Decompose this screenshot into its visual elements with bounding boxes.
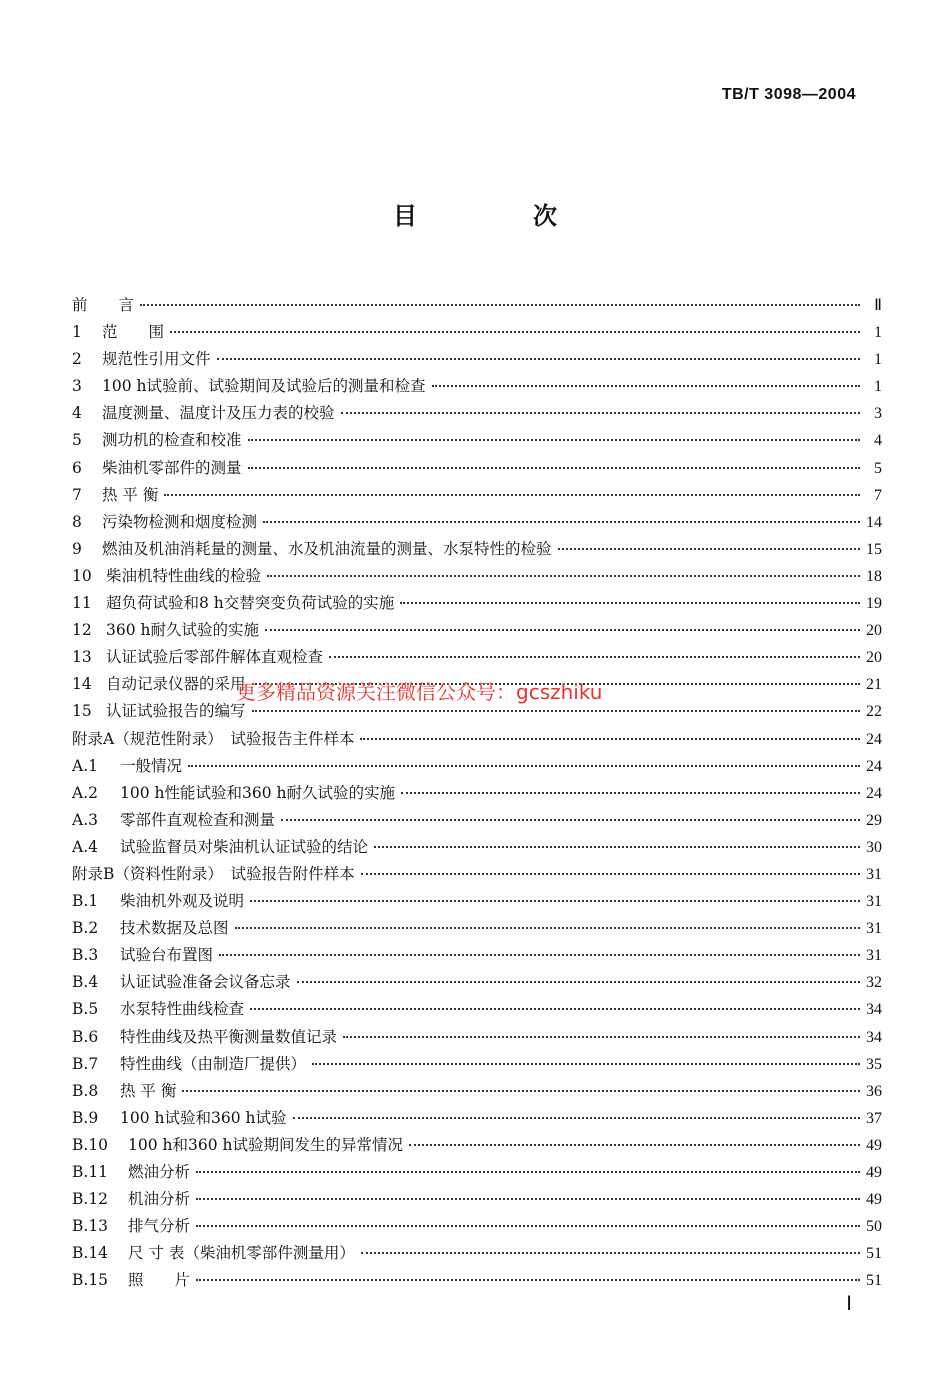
toc-entry[interactable] [72, 292, 882, 319]
toc-entry-page: 3 [874, 405, 882, 423]
toc-dot-leader [182, 1089, 860, 1092]
toc-dot-leader [400, 601, 860, 604]
toc-entry[interactable] [72, 1267, 882, 1294]
toc-entry-page: 24 [866, 757, 882, 775]
toc-entry-page: 14 [866, 513, 882, 531]
toc-dot-leader [265, 628, 860, 631]
toc-entry-number: B.3 [72, 946, 99, 965]
toc-entry[interactable] [72, 1159, 882, 1186]
toc-entry-page: 15 [866, 540, 882, 558]
toc-entry-number: B.15 [72, 1271, 109, 1290]
toc-entry-page: 1 [874, 351, 882, 369]
toc-entry-label: 热 平 衡 [120, 1081, 177, 1100]
toc-entry-page: 51 [866, 1245, 882, 1263]
toc-entry[interactable] [72, 482, 882, 509]
toc-entry-number: A.1 [72, 756, 98, 775]
toc-entry[interactable] [72, 753, 882, 780]
toc-entry-page: 5 [874, 459, 882, 477]
toc-dot-leader [217, 357, 860, 360]
toc-entry-number: B.12 [72, 1190, 109, 1209]
toc-entry-label: 水泵特性曲线检查 [120, 1000, 245, 1019]
toc-entry-page: 49 [866, 1164, 882, 1181]
toc-entry-label: 范 围 [102, 323, 165, 342]
toc-entry[interactable] [72, 780, 882, 807]
toc-dot-leader [361, 872, 860, 875]
toc-entry[interactable] [72, 1132, 882, 1159]
toc-entry-page: 49 [866, 1191, 882, 1209]
toc-entry-number: B.4 [72, 973, 99, 992]
toc-entry[interactable] [72, 915, 882, 942]
toc-entry-page: 32 [866, 974, 882, 992]
toc-entry-page: 35 [866, 1055, 882, 1073]
toc-entry[interactable] [72, 509, 882, 536]
toc-dot-leader [401, 791, 860, 794]
toc-entry-number: 2 [72, 350, 82, 369]
toc-entry-number: 9 [72, 539, 82, 558]
toc-entry-page: 37 [866, 1109, 882, 1127]
toc-entry-page: 49 [866, 1136, 882, 1154]
toc-dot-leader [267, 574, 860, 577]
toc-entry-page: 21 [866, 676, 882, 694]
toc-entry-number: 1 [72, 323, 82, 342]
toc-entry-number: B.2 [72, 919, 99, 938]
toc-dot-leader [329, 655, 860, 658]
toc-entry-number: A.4 [72, 837, 98, 856]
toc-entry[interactable] [72, 400, 882, 427]
toc-entry-number: B.10 [72, 1135, 109, 1154]
toc-dot-leader [263, 520, 860, 523]
toc-entry-number: B.11 [72, 1163, 109, 1181]
toc-entry-label: 柴油机外观及说明 [120, 892, 245, 911]
toc-entry-number: 8 [72, 512, 82, 531]
toc-entry-label: 认证试验准备会议备忘录 [120, 973, 291, 992]
toc-entry-page: 31 [866, 893, 882, 911]
toc-entry-label: 100 h试验和360 h试验 [120, 1108, 287, 1127]
toc-entry-label: 认证试验后零部件解体直观检查 [106, 648, 324, 667]
toc-dot-leader [361, 1251, 860, 1254]
toc-entry[interactable] [72, 807, 882, 834]
watermark-text: 更多精品资源关注微信公众号：gcszhiku [236, 680, 603, 704]
toc-entry-number: B.9 [72, 1108, 99, 1127]
toc-dot-leader [170, 330, 860, 333]
toc-entry-page: 20 [866, 622, 882, 640]
toc-entry-page: 20 [866, 649, 882, 667]
toc-entry[interactable] [72, 563, 882, 590]
toc-entry-page: 30 [866, 838, 882, 856]
toc-entry-label: 特性曲线（由制造厂提供） [120, 1054, 307, 1073]
toc-dot-leader [343, 1035, 860, 1038]
toc-dot-leader [140, 303, 860, 306]
toc-entry[interactable] [72, 969, 882, 996]
toc-dot-leader [235, 926, 860, 929]
toc-entry-number: 14 [72, 675, 92, 694]
toc-entry-label: 零部件直观检查和测量 [120, 810, 276, 829]
toc-entry-number: B.13 [72, 1217, 109, 1236]
toc-entry[interactable] [72, 1105, 882, 1132]
toc-entry-page: 51 [866, 1272, 882, 1290]
toc-entry-label: 照 片 [128, 1271, 191, 1290]
toc-entry[interactable] [72, 1240, 882, 1267]
toc-entry-page: 19 [866, 595, 882, 613]
toc-entry-number: B.7 [72, 1054, 99, 1073]
toc-entry-number: 4 [72, 404, 82, 423]
toc-entry-page: 34 [866, 1028, 882, 1046]
toc-entry-label: 柴油机零部件的测量 [102, 458, 242, 477]
toc-entry-page: 34 [866, 1001, 882, 1019]
toc-entry-label: 污染物检测和烟度检测 [102, 512, 258, 531]
toc-entry-number: A.2 [72, 783, 98, 802]
toc-entry-label: 规范性引用文件 [102, 350, 211, 369]
toc-entry[interactable] [72, 617, 882, 644]
toc-dot-leader [250, 899, 860, 902]
toc-entry[interactable] [72, 590, 882, 617]
toc-entry-number: 12 [72, 621, 92, 640]
toc-entry[interactable] [72, 1051, 882, 1078]
toc-entry-page: 31 [866, 865, 882, 883]
toc-entry-number: B.5 [72, 1000, 99, 1019]
table-of-contents [72, 292, 882, 1294]
toc-entry-number: 10 [72, 566, 92, 585]
toc-entry-number: 5 [72, 431, 82, 450]
toc-entry-number: 11 [72, 594, 92, 613]
toc-dot-leader [188, 764, 860, 767]
page-title: 目 次 [393, 202, 603, 230]
toc-entry-label: 100 h和360 h试验期间发生的异常情况 [128, 1135, 403, 1154]
toc-entry[interactable] [72, 319, 882, 346]
toc-entry-label: 试验台布置图 [120, 946, 214, 965]
toc-entry[interactable] [72, 888, 882, 915]
toc-entry-page: 18 [866, 567, 882, 585]
toc-entry-label: 100 h性能试验和360 h耐久试验的实施 [120, 783, 395, 802]
toc-entry-page: 31 [866, 920, 882, 938]
toc-entry[interactable] [72, 996, 882, 1023]
standard-code: TB/T 3098—2004 [721, 86, 856, 103]
toc-entry[interactable] [72, 1078, 882, 1105]
toc-entry-label: 自动记录仪器的采用 [106, 675, 246, 694]
toc-entry[interactable] [72, 726, 882, 753]
toc-dot-leader [312, 1062, 860, 1065]
toc-dot-leader [196, 1170, 860, 1173]
toc-entry-label: 附录B（资料性附录） 试验报告附件样本 [72, 864, 355, 883]
toc-entry-page: 1 [874, 324, 882, 342]
toc-entry-page: 36 [866, 1082, 882, 1100]
toc-entry-page: 29 [866, 811, 882, 829]
toc-entry[interactable] [72, 427, 882, 454]
toc-dot-leader [409, 1143, 860, 1146]
toc-dot-leader [281, 818, 860, 821]
toc-entry-label: 特性曲线及热平衡测量数值记录 [120, 1027, 338, 1046]
toc-entry[interactable] [72, 1186, 882, 1213]
toc-entry-page: 31 [866, 947, 882, 965]
toc-entry-page: 22 [866, 703, 882, 721]
toc-entry-label: 360 h耐久试验的实施 [106, 621, 259, 640]
toc-entry-label: 温度测量、温度计及压力表的校验 [102, 404, 335, 423]
toc-entry[interactable] [72, 1213, 882, 1240]
toc-dot-leader [250, 1007, 860, 1010]
page-number: Ⅰ [846, 1293, 852, 1315]
toc-entry-label: 排气分析 [128, 1217, 191, 1236]
toc-dot-leader [252, 709, 860, 712]
toc-entry-page: 24 [866, 730, 882, 748]
toc-dot-leader [297, 980, 860, 983]
toc-entry[interactable] [72, 373, 882, 400]
toc-entry-label: 柴油机特性曲线的检验 [106, 566, 262, 585]
toc-entry-label: 超负荷试验和8 h交替突变负荷试验的实施 [106, 594, 395, 613]
toc-dot-leader [219, 953, 860, 956]
toc-entry-label: 燃油分析 [128, 1163, 191, 1181]
toc-entry[interactable] [72, 861, 882, 888]
toc-entry[interactable] [72, 455, 882, 482]
toc-dot-leader [374, 845, 860, 848]
toc-dot-leader [196, 1197, 860, 1200]
toc-entry-number: A.3 [72, 810, 98, 829]
toc-entry-page: 24 [866, 784, 882, 802]
toc-entry-label: 机油分析 [128, 1190, 191, 1209]
toc-entry-label: 100 h试验前、试验期间及试验后的测量和检查 [102, 377, 426, 396]
toc-entry-number: B.8 [72, 1081, 99, 1100]
toc-entry-label: 技术数据及总图 [120, 919, 229, 938]
toc-entry-label: 前 言 [72, 296, 135, 314]
toc-entry[interactable] [72, 536, 882, 563]
toc-entry-label: 认证试验报告的编写 [106, 702, 246, 721]
toc-entry-number: 6 [72, 458, 82, 477]
toc-entry-page: Ⅱ [874, 297, 882, 314]
toc-dot-leader [432, 384, 861, 387]
toc-entry-page: 7 [874, 486, 882, 504]
toc-entry-label: 试验监督员对柴油机认证试验的结论 [120, 837, 369, 856]
toc-entry[interactable] [72, 346, 882, 373]
toc-entry-number: 3 [72, 377, 82, 396]
toc-entry-label: 热 平 衡 [102, 485, 159, 504]
toc-dot-leader [248, 438, 860, 441]
toc-entry[interactable] [72, 1024, 882, 1051]
toc-dot-leader [360, 737, 860, 740]
toc-entry[interactable] [72, 834, 882, 861]
toc-entry-label: 一般情况 [120, 756, 183, 775]
toc-entry-label: 附录A（规范性附录） 试验报告主件样本 [72, 729, 355, 748]
toc-entry-number: B.14 [72, 1244, 109, 1263]
toc-entry-number: 7 [72, 485, 82, 504]
toc-entry-number: B.1 [72, 892, 99, 911]
toc-dot-leader [341, 411, 860, 414]
toc-dot-leader [164, 493, 860, 496]
toc-dot-leader [293, 1116, 861, 1119]
toc-dot-leader [248, 466, 860, 469]
toc-dot-leader [558, 547, 860, 550]
toc-entry-page: 4 [874, 432, 882, 450]
toc-entry-page: 50 [866, 1218, 882, 1236]
toc-entry-number: 15 [72, 702, 92, 721]
toc-entry[interactable] [72, 942, 882, 969]
toc-entry-label: 尺 寸 表（柴油机零部件测量用） [128, 1244, 355, 1263]
toc-entry-number: 13 [72, 648, 92, 667]
toc-entry-number: B.6 [72, 1027, 99, 1046]
toc-dot-leader [196, 1278, 860, 1281]
toc-dot-leader [196, 1224, 860, 1227]
toc-entry-label: 测功机的检查和校准 [102, 431, 242, 450]
toc-entry-page: 1 [874, 378, 882, 396]
toc-entry[interactable] [72, 644, 882, 671]
toc-entry-label: 燃油及机油消耗量的测量、水及机油流量的测量、水泵特性的检验 [102, 539, 552, 558]
